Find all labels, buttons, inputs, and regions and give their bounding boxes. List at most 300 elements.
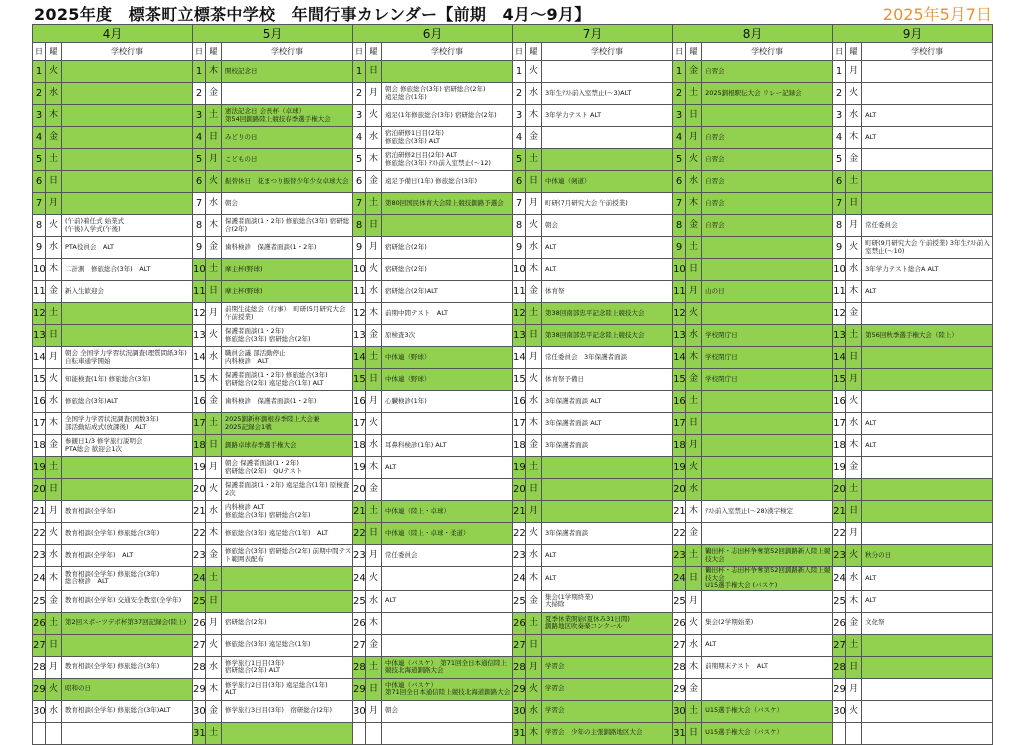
- event-cell: 3年保護者面談 ALT: [542, 391, 673, 413]
- weekday-cell: 日: [46, 171, 62, 193]
- weekday-cell: 火: [846, 700, 862, 722]
- event-cell: 体育祭予備日: [542, 369, 673, 391]
- day-cell: 30: [33, 700, 46, 722]
- event-cell: [702, 413, 833, 435]
- weekday-cell: 日: [846, 656, 862, 678]
- weekday-cell: 木: [846, 435, 862, 457]
- weekday-cell: 木: [206, 61, 222, 83]
- calendar-row: [33, 678, 993, 700]
- event-cell: ALT: [542, 237, 673, 259]
- event-cell: 釧路卓球春季選手権大会: [222, 435, 353, 457]
- issue-date: 2025年5月7日: [882, 5, 992, 24]
- event-cell: 第38回南部忠平記念陸上競技大会: [542, 325, 673, 347]
- event-cell: 前期中間テスト ALT: [382, 303, 513, 325]
- weekday-cell: 水: [526, 391, 542, 413]
- weekday-cell: 日: [686, 259, 702, 281]
- weekday-cell: 月: [686, 590, 702, 612]
- weekday-cell: 木: [206, 215, 222, 237]
- weekday-cell: 火: [846, 391, 862, 413]
- calendar-row: [33, 149, 993, 171]
- day-cell: 2: [193, 83, 206, 105]
- day-cell: 23: [33, 545, 46, 567]
- weekday-cell: 月: [526, 656, 542, 678]
- day-cell: 6: [833, 171, 846, 193]
- event-cell: 心臓検診(1年): [382, 391, 513, 413]
- event-cell: [542, 479, 673, 501]
- event-cell: 振替休日 花まつり振替少年少女卓球大会: [222, 171, 353, 193]
- day-cell: 13: [353, 325, 366, 347]
- weekday-cell: 土: [366, 347, 382, 369]
- event-cell: 遠足予備日(1年) 修旅総合(3年): [382, 171, 513, 193]
- day-cell: 14: [33, 347, 46, 369]
- day-cell: 28: [513, 656, 526, 678]
- event-cell: 原検査3次: [382, 325, 513, 347]
- event-cell: [862, 634, 993, 656]
- calendar-row: [33, 391, 993, 413]
- weekday-cell: 金: [206, 545, 222, 567]
- event-cell: 朝会: [382, 700, 513, 722]
- weekday-cell: 月: [46, 193, 62, 215]
- day-cell: 20: [193, 479, 206, 501]
- day-cell: 21: [513, 501, 526, 523]
- event-cell: 宿泊研修2日目(2年) ALT 修旅総合(3年) ﾃｽﾄ前入室禁止(〜12): [382, 149, 513, 171]
- event-cell: [702, 590, 833, 612]
- day-cell: 19: [673, 457, 686, 479]
- event-cell: 自習会: [702, 215, 833, 237]
- weekday-cell: 水: [366, 127, 382, 149]
- event-cell: 学校閉庁日: [702, 325, 833, 347]
- day-cell: 12: [33, 303, 46, 325]
- event-cell: [62, 722, 193, 744]
- weekday-cell: 金: [206, 700, 222, 722]
- event-cell: [862, 149, 993, 171]
- event-cell: (午前)着任式 始業式 (午後)入学式(午後): [62, 215, 193, 237]
- weekday-cell: 土: [526, 303, 542, 325]
- weekday-cell: 月: [46, 656, 62, 678]
- day-cell: 29: [193, 678, 206, 700]
- day-cell: 22: [513, 523, 526, 545]
- day-cell: 22: [833, 523, 846, 545]
- day-cell: 7: [193, 193, 206, 215]
- weekday-cell: 土: [206, 567, 222, 591]
- event-cell: 3年保護者面談: [542, 435, 673, 457]
- day-cell: 30: [833, 700, 846, 722]
- event-column-header: 学校行事: [702, 43, 833, 61]
- day-cell: 16: [833, 391, 846, 413]
- weekday-cell: 月: [206, 303, 222, 325]
- event-cell: 体育祭: [542, 281, 673, 303]
- event-cell: 全国学力学習状況調査(国数3年) 部活動結成式(放課後) ALT: [62, 413, 193, 435]
- day-column-header: 日: [673, 43, 686, 61]
- event-cell: 鶴田杯・志田杯争奪第52回釧路新人陸上競技大会 U15選手権大会 (バスケ): [702, 567, 833, 591]
- weekday-cell: 金: [366, 171, 382, 193]
- weekday-cell: 金: [686, 678, 702, 700]
- day-cell: 3: [833, 105, 846, 127]
- day-cell: 17: [193, 413, 206, 435]
- day-cell: 11: [353, 281, 366, 303]
- event-cell: [862, 369, 993, 391]
- event-cell: [862, 722, 993, 744]
- event-cell: 自習会: [702, 171, 833, 193]
- column-header-row: [33, 43, 993, 61]
- weekday-cell: 日: [846, 193, 862, 215]
- day-cell: 24: [33, 567, 46, 591]
- day-cell: 16: [673, 391, 686, 413]
- day-cell: 26: [193, 612, 206, 634]
- event-cell: [862, 61, 993, 83]
- weekday-cell: 金: [686, 215, 702, 237]
- day-cell: 21: [673, 501, 686, 523]
- event-cell: みどりの日: [222, 127, 353, 149]
- event-cell: 教育相談(全学年) 修旅総合(3年) 総合検診 ALT: [62, 567, 193, 591]
- calendar-row: [33, 501, 993, 523]
- day-cell: 14: [833, 347, 846, 369]
- day-cell: 13: [673, 325, 686, 347]
- weekday-cell: 水: [366, 435, 382, 457]
- event-cell: [62, 149, 193, 171]
- day-cell: 10: [353, 259, 366, 281]
- day-cell: 19: [833, 457, 846, 479]
- day-cell: 20: [673, 479, 686, 501]
- event-cell: 第38回南部忠平記念陸上競技大会: [542, 303, 673, 325]
- day-cell: 28: [833, 656, 846, 678]
- day-cell: 17: [33, 413, 46, 435]
- day-cell: 27: [33, 634, 46, 656]
- month-header: 4月: [33, 25, 193, 43]
- day-cell: 13: [33, 325, 46, 347]
- weekday-cell: 日: [526, 325, 542, 347]
- event-cell: [702, 435, 833, 457]
- event-cell: 参観日1/3 修学旅行説明会 PTA総会 歓迎会1次: [62, 435, 193, 457]
- day-cell: 1: [353, 61, 366, 83]
- event-column-header: 学校行事: [542, 43, 673, 61]
- day-cell: 25: [193, 590, 206, 612]
- day-cell: 20: [353, 479, 366, 501]
- weekday-cell: 金: [206, 391, 222, 413]
- weekday-cell: 日: [686, 567, 702, 591]
- day-cell: 7: [673, 193, 686, 215]
- day-cell: 26: [673, 612, 686, 634]
- weekday-cell: 土: [526, 149, 542, 171]
- weekday-cell: 火: [526, 678, 542, 700]
- day-cell: 15: [33, 369, 46, 391]
- event-cell: U15選手権大会（バスケ）: [702, 722, 833, 744]
- day-cell: 19: [513, 457, 526, 479]
- weekday-cell: 金: [206, 83, 222, 105]
- day-cell: 15: [673, 369, 686, 391]
- weekday-cell: 土: [686, 545, 702, 567]
- event-cell: [542, 149, 673, 171]
- weekday-cell: 水: [526, 545, 542, 567]
- event-cell: 耳鼻科検診(1年) ALT: [382, 435, 513, 457]
- weekday-cell: 月: [526, 501, 542, 523]
- event-cell: 修旅総合(3年) 遠足総合(1年) ALT: [222, 523, 353, 545]
- event-cell: 摩主杯(野球): [222, 259, 353, 281]
- calendar-row: [33, 656, 993, 678]
- event-cell: [62, 325, 193, 347]
- event-cell: 修旅総合(3年) 宿研総合(2年) 前期中間テスト範囲表配布: [222, 545, 353, 567]
- weekday-cell: 金: [46, 435, 62, 457]
- day-cell: 25: [673, 590, 686, 612]
- day-cell: 8: [353, 215, 366, 237]
- event-cell: 遠足(1年修旅総合(3年) 宿研総合(2年): [382, 105, 513, 127]
- weekday-cell: 水: [526, 237, 542, 259]
- day-cell: 30: [673, 700, 686, 722]
- weekday-cell: 月: [366, 700, 382, 722]
- event-cell: 常任委員会: [382, 545, 513, 567]
- event-cell: [542, 501, 673, 523]
- day-cell: 30: [193, 700, 206, 722]
- weekday-cell: 月: [686, 281, 702, 303]
- weekday-cell: 土: [206, 105, 222, 127]
- weekday-cell: 土: [46, 612, 62, 634]
- weekday-cell: 火: [846, 545, 862, 567]
- weekday-cell: 木: [206, 369, 222, 391]
- day-cell: 24: [353, 567, 366, 591]
- weekday-cell: 月: [846, 678, 862, 700]
- calendar-body: [33, 61, 993, 745]
- weekday-column-header: 曜: [366, 43, 382, 61]
- day-cell: 21: [353, 501, 366, 523]
- event-cell: ALT: [862, 567, 993, 591]
- event-cell: 教育相談(全学年): [62, 501, 193, 523]
- weekday-column-header: 曜: [686, 43, 702, 61]
- day-cell: 19: [193, 457, 206, 479]
- day-cell: 24: [673, 567, 686, 591]
- day-cell: 25: [353, 590, 366, 612]
- calendar-row: [33, 435, 993, 457]
- day-cell: 1: [833, 61, 846, 83]
- calendar-row: [33, 590, 993, 612]
- weekday-cell: 木: [526, 413, 542, 435]
- event-cell: 修旅総合(3年)ALT: [62, 391, 193, 413]
- weekday-cell: 土: [846, 634, 862, 656]
- weekday-cell: 火: [686, 303, 702, 325]
- day-cell: 15: [513, 369, 526, 391]
- weekday-cell: 水: [206, 347, 222, 369]
- day-cell: 5: [193, 149, 206, 171]
- weekday-cell: 木: [46, 567, 62, 591]
- event-cell: [62, 61, 193, 83]
- weekday-cell: 土: [46, 303, 62, 325]
- weekday-cell: 土: [366, 501, 382, 523]
- event-column-header: 学校行事: [62, 43, 193, 61]
- day-cell: 4: [513, 127, 526, 149]
- event-cell: 朝会 保護者面談(1・2年) 宿研総合(2年) QUテスト: [222, 457, 353, 479]
- weekday-cell: 土: [846, 479, 862, 501]
- day-cell: 5: [33, 149, 46, 171]
- event-cell: 2025釧根駅伝大会 リレー記録会: [702, 83, 833, 105]
- weekday-cell: 土: [46, 149, 62, 171]
- day-cell: 6: [193, 171, 206, 193]
- weekday-cell: 火: [366, 259, 382, 281]
- day-cell: 6: [673, 171, 686, 193]
- day-cell: 14: [353, 347, 366, 369]
- day-cell: 23: [513, 545, 526, 567]
- day-cell: 14: [673, 347, 686, 369]
- day-column-header: 日: [353, 43, 366, 61]
- event-cell: 開校記念日: [222, 61, 353, 83]
- event-cell: 学校閉庁日: [702, 347, 833, 369]
- weekday-cell: 木: [206, 523, 222, 545]
- day-cell: 25: [833, 590, 846, 612]
- day-cell: [833, 722, 846, 744]
- weekday-cell: 金: [526, 435, 542, 457]
- weekday-cell: 火: [526, 369, 542, 391]
- day-cell: 2: [353, 83, 366, 105]
- day-cell: 23: [353, 545, 366, 567]
- day-cell: 9: [193, 237, 206, 259]
- event-cell: ALT: [862, 281, 993, 303]
- calendar-row: [33, 83, 993, 105]
- event-cell: [62, 457, 193, 479]
- weekday-cell: 火: [366, 105, 382, 127]
- weekday-cell: 水: [526, 700, 542, 722]
- day-cell: 27: [833, 634, 846, 656]
- day-cell: 24: [193, 567, 206, 591]
- day-cell: 18: [33, 435, 46, 457]
- day-cell: 20: [513, 479, 526, 501]
- day-cell: 15: [193, 369, 206, 391]
- month-header: 5月: [193, 25, 353, 43]
- weekday-cell: 月: [846, 523, 862, 545]
- event-cell: 第56回秋季選手権大会（陸上）: [862, 325, 993, 347]
- day-cell: 22: [353, 523, 366, 545]
- weekday-cell: 月: [46, 347, 62, 369]
- day-cell: 3: [353, 105, 366, 127]
- month-header: 8月: [673, 25, 833, 43]
- calendar-row: [33, 413, 993, 435]
- event-cell: 鶴田杯・志田杯争奪第52回釧路新人陸上競技大会: [702, 545, 833, 567]
- day-cell: 31: [513, 722, 526, 744]
- weekday-cell: 土: [206, 259, 222, 281]
- day-cell: 29: [513, 678, 526, 700]
- weekday-cell: 金: [846, 149, 862, 171]
- event-cell: [862, 303, 993, 325]
- event-cell: [702, 237, 833, 259]
- event-cell: 宿研総合(2年): [222, 612, 353, 634]
- weekday-cell: 土: [686, 391, 702, 413]
- day-cell: 25: [33, 590, 46, 612]
- weekday-cell: 日: [366, 523, 382, 545]
- event-cell: [382, 479, 513, 501]
- event-cell: 新入生歓迎会: [62, 281, 193, 303]
- day-cell: 1: [33, 61, 46, 83]
- day-cell: 3: [673, 105, 686, 127]
- day-cell: 18: [193, 435, 206, 457]
- day-cell: 19: [33, 457, 46, 479]
- event-cell: 集会(1学期終業) 大掃除: [542, 590, 673, 612]
- event-cell: 集会(2学期始業): [702, 612, 833, 634]
- event-cell: 宿研総合(2年): [382, 259, 513, 281]
- calendar-row: [33, 369, 993, 391]
- day-cell: 1: [193, 61, 206, 83]
- calendar-row: [33, 523, 993, 545]
- weekday-cell: 火: [846, 83, 862, 105]
- day-cell: 12: [673, 303, 686, 325]
- day-cell: 28: [193, 656, 206, 678]
- weekday-cell: 日: [526, 479, 542, 501]
- event-cell: 前期生徒総会（行事） 町研(5月研究大会 午前授業): [222, 303, 353, 325]
- weekday-cell: 金: [46, 590, 62, 612]
- event-cell: [862, 656, 993, 678]
- event-cell: [382, 61, 513, 83]
- month-header: 6月: [353, 25, 513, 43]
- day-cell: 11: [33, 281, 46, 303]
- weekday-cell: 木: [366, 457, 382, 479]
- day-cell: 6: [353, 171, 366, 193]
- day-cell: 16: [193, 391, 206, 413]
- event-cell: 中体連（野球）: [382, 369, 513, 391]
- event-cell: 3年生ﾃｽﾄ前入室禁止(〜3)ALT: [542, 83, 673, 105]
- event-cell: [862, 700, 993, 722]
- day-cell: 16: [33, 391, 46, 413]
- event-cell: 学習会 少年の主張釧路地区大会: [542, 722, 673, 744]
- weekday-cell: 土: [46, 457, 62, 479]
- day-cell: 18: [513, 435, 526, 457]
- weekday-cell: 金: [366, 479, 382, 501]
- event-cell: [62, 105, 193, 127]
- day-cell: 4: [673, 127, 686, 149]
- weekday-cell: 日: [366, 678, 382, 700]
- day-cell: 22: [193, 523, 206, 545]
- event-cell: U15選手権大会（バスケ）: [702, 700, 833, 722]
- day-column-header: 日: [833, 43, 846, 61]
- event-cell: 宿研総合(2年)ALT: [382, 281, 513, 303]
- event-cell: 3年保護者面談 ALT: [542, 413, 673, 435]
- weekday-cell: 水: [46, 83, 62, 105]
- event-cell: [702, 457, 833, 479]
- day-cell: 15: [353, 369, 366, 391]
- day-cell: 24: [833, 567, 846, 591]
- weekday-cell: 日: [686, 105, 702, 127]
- weekday-cell: 水: [46, 237, 62, 259]
- day-cell: 4: [193, 127, 206, 149]
- event-cell: 教育相談(全学年) ALT: [62, 545, 193, 567]
- day-cell: 8: [673, 215, 686, 237]
- day-cell: 5: [353, 149, 366, 171]
- weekday-cell: [366, 722, 382, 744]
- event-cell: 知能検査(1年) 修旅総合(3年): [62, 369, 193, 391]
- weekday-cell: 金: [686, 369, 702, 391]
- event-cell: 昭和の日: [62, 678, 193, 700]
- event-cell: 修旅総合(3年) 遠足総合(1年): [222, 634, 353, 656]
- weekday-cell: 月: [366, 237, 382, 259]
- event-cell: [702, 523, 833, 545]
- day-cell: 7: [353, 193, 366, 215]
- day-cell: 26: [833, 612, 846, 634]
- event-cell: [542, 457, 673, 479]
- page-header: [0, 0, 1024, 24]
- event-cell: ALT: [382, 457, 513, 479]
- event-cell: [62, 83, 193, 105]
- weekday-column-header: 曜: [46, 43, 62, 61]
- weekday-cell: 火: [526, 523, 542, 545]
- event-cell: 山の日: [702, 281, 833, 303]
- event-cell: ALT: [862, 435, 993, 457]
- day-cell: 13: [513, 325, 526, 347]
- calendar-row: [33, 479, 993, 501]
- day-cell: 18: [353, 435, 366, 457]
- day-cell: 28: [33, 656, 46, 678]
- day-cell: 6: [513, 171, 526, 193]
- weekday-cell: 火: [206, 634, 222, 656]
- day-cell: 4: [833, 127, 846, 149]
- calendar-row: [33, 237, 993, 259]
- day-cell: 27: [193, 634, 206, 656]
- calendar-table: [32, 24, 993, 745]
- event-cell: 教育相談(全学年) 修旅総合(3年)ALT: [62, 700, 193, 722]
